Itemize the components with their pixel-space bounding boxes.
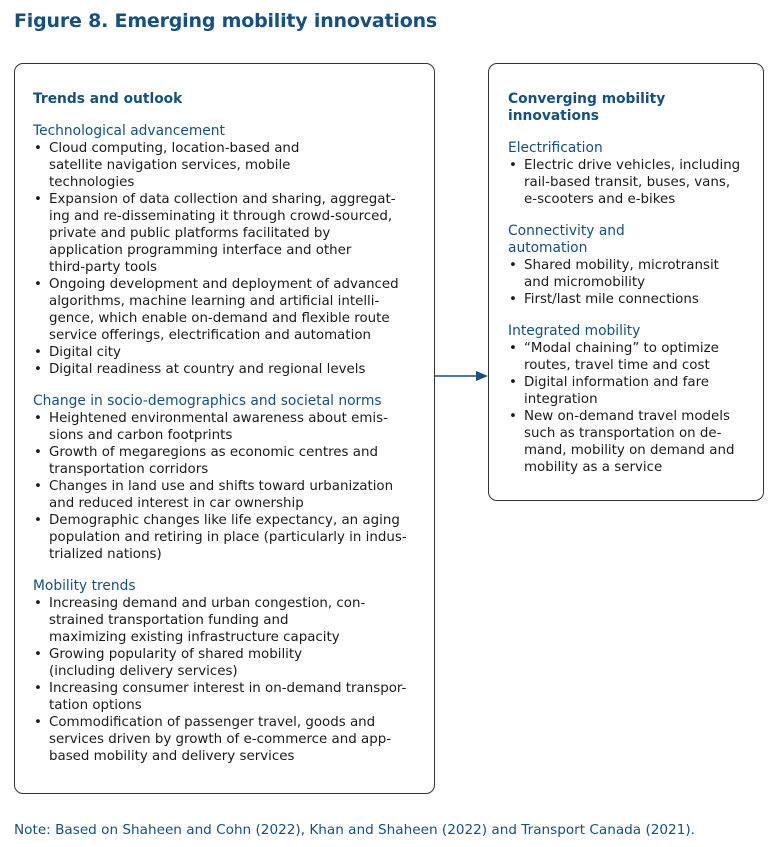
bullet-item: • Ongoing development and deployment of advanced algorithms, machine learning and artificial intelli- gence, which enable on-demand and flexible route service offerings, electrification and automation: [33, 276, 420, 344]
bullet-item: • Heightened environmental awareness about emis- sions and carbon footprints: [33, 410, 420, 444]
trends-and-outlook-box: [14, 63, 435, 794]
section-title: Change in socio-demographics and societal norms: [33, 393, 382, 409]
section: [33, 578, 420, 765]
bullet-item: • Increasing demand and urban congestion, con- strained transportation funding and maximizing existing infrastructure capacity: [33, 595, 420, 646]
bullet-item: • Digital readiness at country and regional levels: [33, 361, 420, 378]
source-note: Note: Based on Shaheen and Cohn (2022), Khan and Shaheen (2022) and Transport Canada (2021).: [14, 822, 695, 838]
bullet-item: • Commodification of passenger travel, goods and services driven by growth of e-commerce and app- based mobility and delivery services: [33, 714, 420, 765]
innovation-sections: [508, 140, 753, 476]
trends-box-heading: Trends and outlook: [33, 91, 183, 107]
bullet-item: • Expansion of data collection and sharing, aggregat- ing and re-disseminating it through crowd-sourced, private and public platforms facilitated by application programming interface and other third-party tools: [33, 191, 420, 276]
bullet-list: [33, 595, 420, 765]
converging-box-heading: Converging mobility innovations: [508, 91, 666, 124]
bullet-item: • Growth of megaregions as economic centres and transportation corridors: [33, 444, 420, 478]
bullet-item: • Increasing consumer interest in on-demand transpor- tation options: [33, 680, 420, 714]
bullet-item: • Demographic changes like life expectancy, an aging population and retiring in place (particularly in indus- trialized nations): [33, 512, 420, 563]
bullet-item: • New on-demand travel models such as transportation on de- mand, mobility on demand and mobility as a service: [508, 408, 753, 476]
bullet-item: • First/last mile connections: [508, 291, 753, 308]
section: [508, 223, 753, 308]
right-arrow-connector: [435, 366, 488, 386]
bullet-item: • Cloud computing, location-based and satellite navigation services, mobile technologies: [33, 140, 420, 191]
section: [33, 393, 420, 563]
section: [33, 123, 420, 378]
section-title: Technological advancement: [33, 123, 225, 139]
bullet-list: [33, 140, 420, 378]
bullet-item: • “Modal chaining” to optimize routes, travel time and cost: [508, 340, 753, 374]
bullet-item: • Shared mobility, microtransit and micromobility: [508, 257, 753, 291]
bullet-item: • Electric drive vehicles, including rail-based transit, buses, vans, e-scooters and e-bikes: [508, 157, 753, 208]
bullet-list: [508, 340, 753, 476]
bullet-list: [508, 257, 753, 308]
bullet-item: • Digital information and fare integration: [508, 374, 753, 408]
bullet-item: • Changes in land use and shifts toward urbanization and reduced interest in car ownership: [33, 478, 420, 512]
section-title: Mobility trends: [33, 578, 136, 594]
converging-innovations-box: [488, 63, 764, 501]
trends-sections: [33, 123, 420, 765]
bullet-item: • Growing popularity of shared mobility (including delivery services): [33, 646, 420, 680]
figure-title: Figure 8. Emerging mobility innovations: [14, 10, 438, 32]
bullet-item: • Digital city: [33, 344, 420, 361]
section-title: Electrification: [508, 140, 603, 156]
section: [508, 323, 753, 476]
bullet-list: [508, 157, 753, 208]
section-title: Integrated mobility: [508, 323, 641, 339]
section-title: Connectivity and automation: [508, 223, 625, 256]
section: [508, 140, 753, 208]
bullet-list: [33, 410, 420, 563]
